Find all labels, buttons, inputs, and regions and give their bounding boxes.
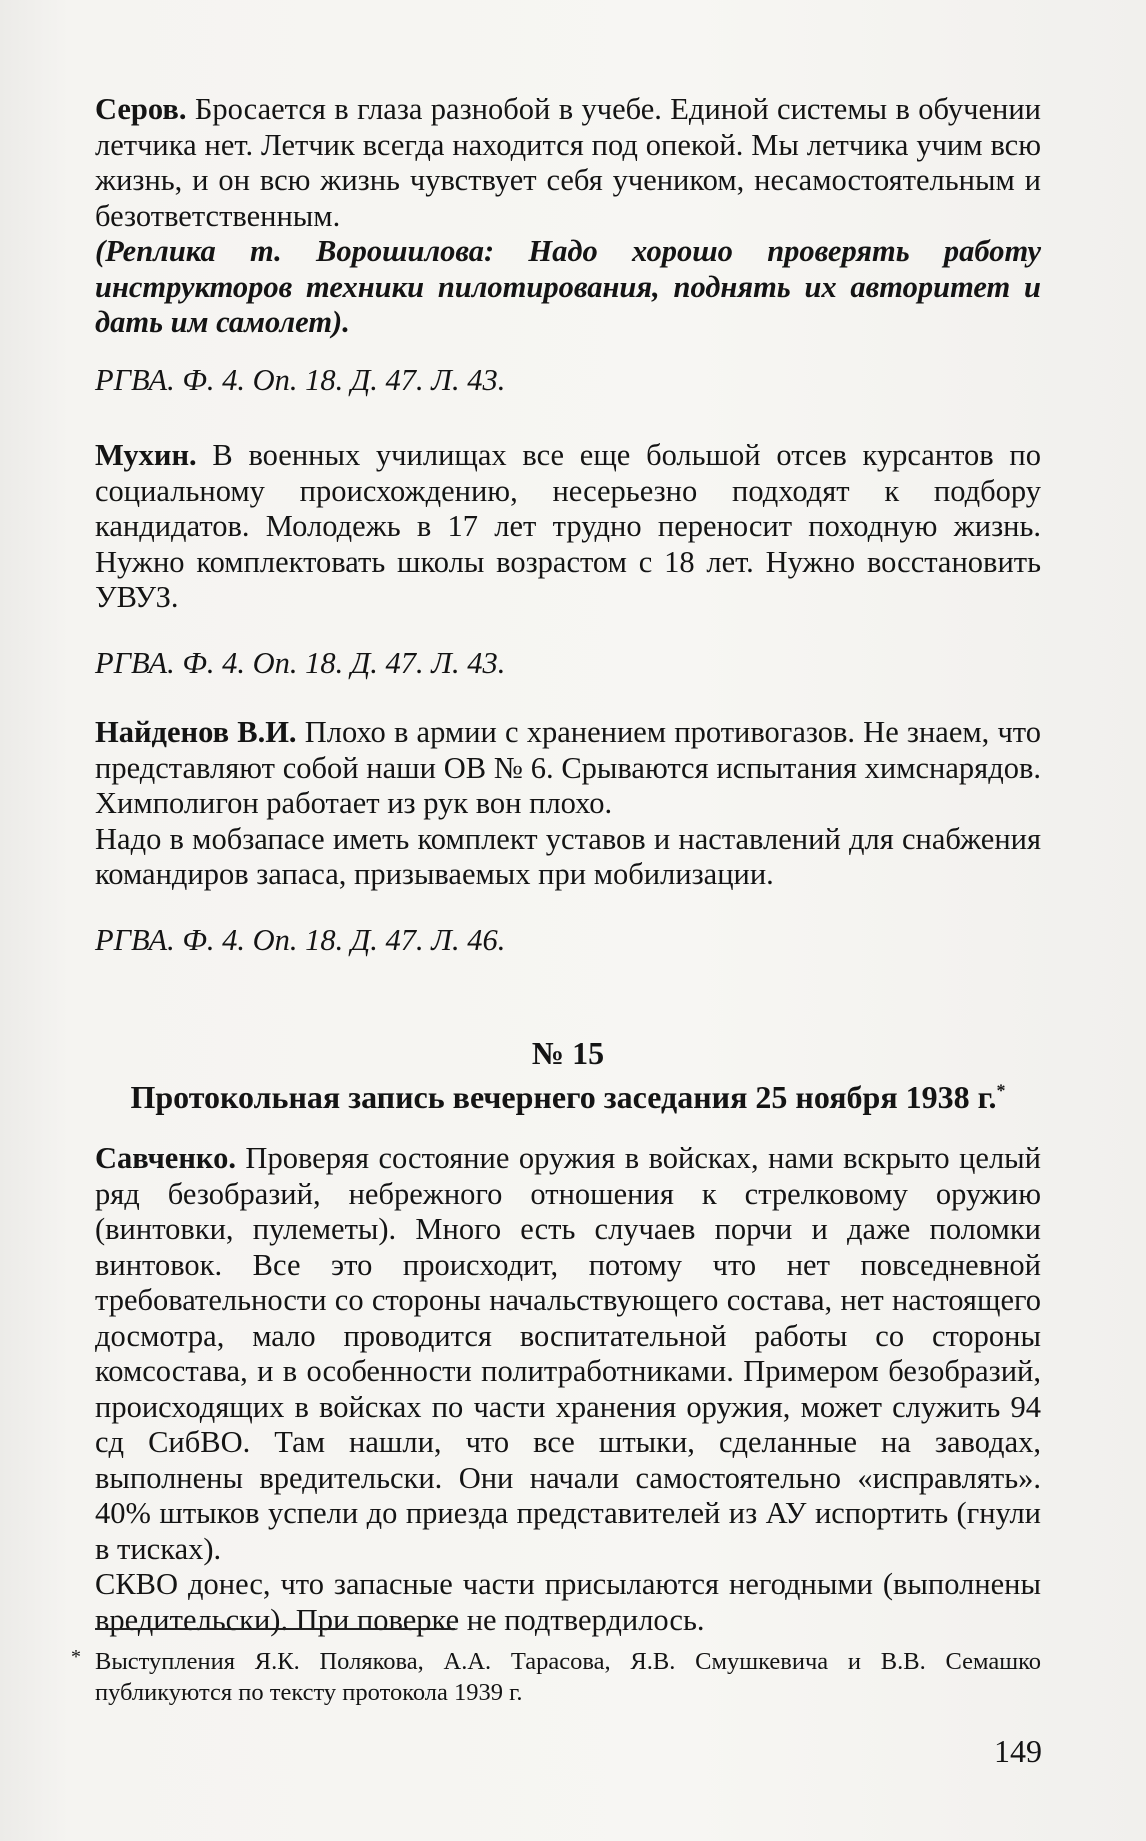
archive-source-2: РГВА. Ф. 4. Оп. 18. Д. 47. Л. 43. xyxy=(95,645,506,680)
footnote-text: Выступления Я.К. Полякова, А.А. Тарасова, Я.В. Смушкевича и В.В. Семашко публикуются по тексту протокола 1939 г. xyxy=(95,1648,1041,1706)
document-title-text: Протокольная запись вечернего заседания 25 ноября 1938 г. xyxy=(130,1078,997,1115)
footnote-divider xyxy=(95,1628,455,1630)
footnote: * Выступления Я.К. Полякова, А.А. Тарасова, Я.В. Смушкевича и В.В. Семашко публикуются по тексту протокола 1939 г. xyxy=(71,1646,1041,1706)
document-number: № 15 xyxy=(531,1035,605,1071)
paragraph-skvo: СКВО донес, что запасные части присылаются негодными (выполнены вредительски). При поверке не подтвердилось. xyxy=(95,1567,1041,1637)
mukhin-speech: В военных училищах все еще большой отсев курсантов по социальному происхождению, несерьезно подходят к подбору кандидатов. Молодежь в 17 лет трудно переносит походную жизнь. Нужно комплектовать школы возрастом с 18 лет. Нужно восстановить УВУЗ. xyxy=(95,438,1041,614)
footnote-reference: * xyxy=(996,1079,1006,1100)
speaker-savchenko: Савченко. xyxy=(95,1141,236,1175)
page-number: 149 xyxy=(994,1733,1042,1769)
main-text-column xyxy=(95,92,1041,1638)
paragraph-serov xyxy=(95,92,1041,234)
spacer xyxy=(95,398,1041,438)
speaker-mukhin: Мухин. xyxy=(95,438,197,472)
paragraph-naidenov-2: Надо в мобзапасе иметь комплект уставов и наставлений для снабжения командиров запаса, призываемых при мобилизации. xyxy=(95,821,1041,891)
paragraph-savchenko xyxy=(95,1141,1041,1567)
archive-source-3: РГВА. Ф. 4. Оп. 18. Д. 47. Л. 46. xyxy=(95,922,506,957)
paragraph-mukhin xyxy=(95,438,1041,616)
serov-speech: Бросается в глаза разнобой в учебе. Единой системы в обучении летчика нет. Летчик всегда находится под опекой. Мы летчика учим всю жизнь, и он всю жизнь чувствует себя учеником, несамостоятельным и безответственным. xyxy=(95,92,1041,233)
document-title xyxy=(95,1080,1041,1116)
speaker-serov: Серов. xyxy=(95,92,187,126)
spacer xyxy=(95,681,1041,715)
speaker-naidenov: Найденов В.И. xyxy=(95,715,297,749)
paragraph-naidenov xyxy=(95,715,1041,822)
voroshilov-remark: (Реплика т. Ворошилова: Надо хорошо проверять работу инструкторов техники пилотирования, поднять их авторитет и дать им самолет). xyxy=(95,234,1041,339)
savchenko-speech: Проверяя состояние оружия в войсках, нами вскрыто целый ряд безобразий, небрежного отношения к стрелковому оружию (винтовки, пулеметы). Много есть случаев порчи и даже поломки винтовок. Все это происходит, потому что нет повседневной требовательности со стороны начальствующего состава, нет настоящего досмотра, мало проводится воспитательной работы со стороны комсостава, и в особенности политработниками. Примером безобразий, происходящих в войсках по части хранения оружия, может служить 94 сд СибВО. Там нашли, что все штыки, сделанные на заводах, выполнены вредительски. Они начали самостоятельно «исправлять». 40% штыков успели до приезда представителей из АУ испортить (гнули в тисках). xyxy=(95,1141,1041,1566)
archive-source-1: РГВА. Ф. 4. Оп. 18. Д. 47. Л. 43. xyxy=(95,362,506,397)
naidenov-speech: Плохо в армии с хранением противогазов. Не знаем, что представляют собой наши ОВ № 6. Срываются испытания химснарядов. Химполигон работает из рук вон плохо. xyxy=(95,715,1041,820)
